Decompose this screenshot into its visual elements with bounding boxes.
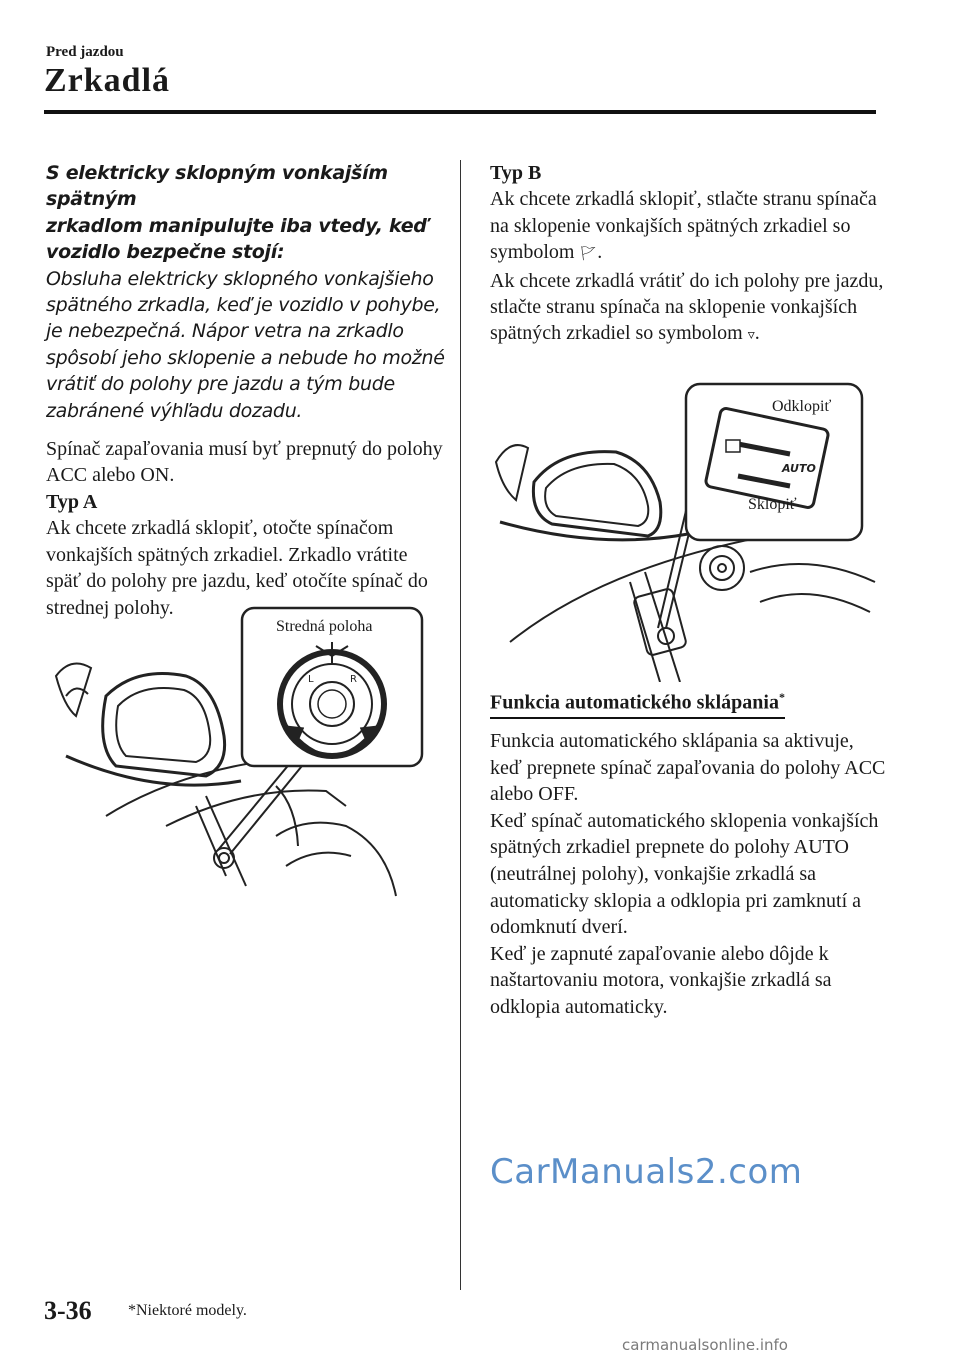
mirror-unfold-icon: ▿ — [747, 327, 755, 344]
auto-paragraph-3: Keď je zapnuté zapaľovanie alebo dôjde k naštartovaniu motora, vonkajšie zrkadlá sa odklopia automaticky. — [490, 942, 832, 1018]
page-number: 3-36 — [44, 1296, 92, 1325]
auto-fold-heading — [490, 690, 785, 719]
typ-a-label: Typ A — [46, 490, 98, 513]
warning-title-line: vozidlo bezpečne stojí: — [46, 241, 285, 264]
auto-fold-heading-text: Funkcia automatického sklápania — [490, 691, 779, 714]
warning-body-line: zabránené výhľadu dozadu. — [46, 399, 303, 422]
warning-block — [46, 160, 446, 424]
warning-body-line: vrátiť do polohy pre jazdu a tým bude — [46, 373, 395, 396]
label-odklopit: Odklopiť — [772, 398, 832, 415]
warning-body-line: Obsluha elektricky sklopného vonkajšieho — [46, 267, 434, 290]
site-watermark: carmanualsonline.info — [622, 1336, 788, 1354]
footnote: *Niektoré modely. — [128, 1302, 247, 1319]
ignition-paragraph: Spínač zapaľovania musí byť prepnutý do polohy ACC alebo ON. — [46, 438, 443, 487]
warning-body-line: spôsobí jeho sklopenie a nebude ho možné — [46, 346, 445, 369]
svg-text:L: L — [308, 674, 314, 685]
auto-paragraph-1: Funkcia automatického sklápania sa aktivuje, keď prepnete spínač zapaľovania do polohy ACC alebo OFF. — [490, 730, 886, 806]
typ-b-label: Typ B — [490, 162, 542, 184]
figure-typ-b-illustration — [490, 382, 880, 682]
typ-a-paragraph: Ak chcete zrkadlá sklopiť, otočte spínačom vonkajších spätných zrkadiel. Zrkadlo vrátite späť do polohy pre jazdu, keď otočíte spínač do strednej polohy. — [46, 517, 428, 619]
left-column — [46, 160, 446, 621]
label-stredna-poloha: Stredná poloha — [276, 618, 373, 635]
section-title: Pred jazdou — [46, 44, 124, 60]
page-title: Zrkadlá — [44, 62, 171, 99]
warning-body-line: spätného zrkadla, keď je vozidlo v pohybe, — [46, 294, 441, 317]
warning-title-line: S elektricky sklopným vonkajším spätným — [46, 162, 388, 211]
auto-fold-body — [490, 728, 890, 1021]
warning-body-line: je nebezpečná. Nápor vetra na zrkadlo — [46, 320, 404, 343]
header-rule — [44, 110, 876, 114]
svg-text:R: R — [350, 674, 357, 685]
figure-typ-a-illustration — [46, 606, 446, 906]
typ-b-paragraph-2: Ak chcete zrkadlá vrátiť do ich polohy pre jazdu, stlačte stranu spínača na sklopenie vonkajších spätných zrkadiel so symbolom — [490, 269, 884, 345]
watermark: CarManuals2.com — [490, 1152, 803, 1192]
svg-text:AUTO: AUTO — [782, 462, 816, 475]
column-divider — [460, 160, 461, 1290]
footnote-mark: * — [778, 690, 785, 704]
label-sklopit: Sklopiť — [748, 496, 797, 513]
right-column: Typ B Ak chcete zrkadlá sklopiť, stlačte stranu spínača na sklopenie vonkajších spätných zrkadiel so symbolom 🚩︎. Ak chcete zrkadlá vrátiť do ich polohy pre jazdu, stlačte stranu spínača na sklopenie vonkajších spätných zrkadiel so symbolom ▿. — [490, 160, 890, 349]
mirror-fold-icon: 🚩︎ — [579, 246, 598, 263]
typ-b-paragraph-1: Ak chcete zrkadlá sklopiť, stlačte stranu spínača na sklopenie vonkajších spätných zrkadiel so symbolom — [490, 188, 877, 264]
figure-typ-b — [490, 382, 880, 682]
figure-typ-a — [46, 606, 446, 906]
auto-paragraph-2: Keď spínač automatického sklopenia vonkajších spätných zrkadiel prepnete do polohy AUTO (neutrálnej polohy), vonkajšie zrkadlá sa automaticky sklopia a odklopia pri zamknutí a odomknutí dverí. — [490, 809, 879, 939]
warning-title-line: zrkadlom manipulujte iba vtedy, keď — [46, 214, 427, 237]
